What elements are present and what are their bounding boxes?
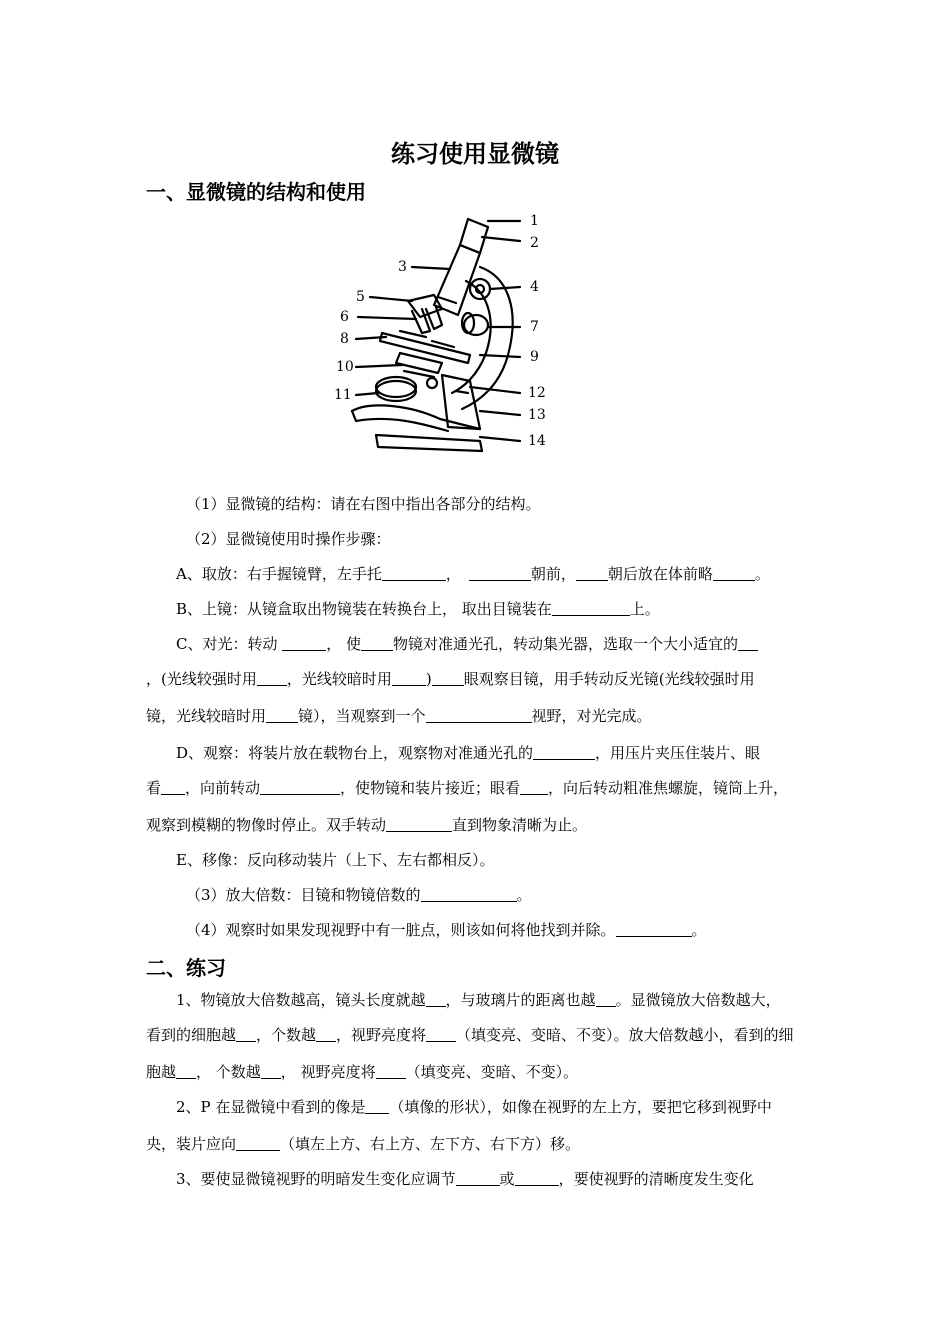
blank[interactable]: [266, 706, 298, 723]
microscope-label-6: 6: [340, 309, 349, 325]
microscope-label-14: 14: [528, 433, 546, 449]
microscope-label-9: 9: [530, 349, 539, 365]
microscope-label-5: 5: [356, 289, 365, 305]
microscope-label-1: 1: [530, 213, 539, 229]
blank[interactable]: [426, 990, 446, 1007]
exercise-2-cont: 央，装片应向 （填左上方、右上方、左下方、右下方）移。: [146, 1135, 581, 1153]
blank[interactable]: [426, 706, 532, 723]
blank[interactable]: [382, 564, 446, 581]
step-b: B、上镜：从镜盒取出物镜装在转换台上， 取出目镜装在 上。: [176, 600, 660, 618]
blank[interactable]: [392, 669, 426, 686]
blank[interactable]: [421, 885, 517, 902]
blank[interactable]: [552, 599, 630, 616]
section-heading-structure: 一、显微镜的结构和使用: [146, 180, 366, 204]
blank[interactable]: [713, 564, 755, 581]
blank[interactable]: [469, 564, 531, 581]
blank[interactable]: [161, 778, 185, 795]
exercise-1-cont-2: 胞越 ， 个数越 ， 视野亮度将 （填变亮、变暗、不变）。: [146, 1063, 579, 1081]
structure-instruction: （1）显微镜的结构：请在右图中指出各部分的结构。: [186, 495, 541, 513]
blank[interactable]: [361, 634, 393, 651]
step-e: E、移像：反向移动装片（上下、左右都相反）。: [176, 851, 495, 869]
section-heading-practice: 二、练习: [146, 956, 226, 980]
microscope-label-7: 7: [530, 319, 539, 335]
microscope-label-12: 12: [528, 385, 546, 401]
magnification: （3）放大倍数：目镜和物镜倍数的 。: [186, 886, 532, 904]
microscope-drawing: [330, 205, 560, 460]
exercise-3: 3、要使显微镜视野的明暗发生变化应调节 或 ，要使视野的清晰度发生变化: [176, 1170, 754, 1188]
microscope-label-2: 2: [530, 235, 539, 251]
microscope-label-4: 4: [530, 279, 539, 295]
step-d-cont-2: 观察到模糊的物像时停止。双手转动 直到物象清晰为止。: [146, 816, 588, 834]
blank[interactable]: [596, 990, 616, 1007]
microscope-label-13: 13: [528, 407, 546, 423]
blank[interactable]: [386, 815, 452, 832]
blank[interactable]: [520, 778, 548, 795]
blank[interactable]: [365, 1097, 389, 1114]
dirt-spot-question: （4）观察时如果发现视野中有一脏点，则该如何将他找到并除。 。: [186, 921, 707, 939]
exercise-1-cont-1: 看到的细胞越 ，个数越 ，视野亮度将 （填变亮、变暗、不变）。放大倍数越小，看到的细: [146, 1026, 794, 1044]
blank[interactable]: [236, 1134, 280, 1151]
microscope-label-3: 3: [398, 259, 407, 275]
step-c-cont-1: ，(光线较强时用 ，光线较暗时用 ) 眼观察目镜，用手转动反光镜(光线较强时用: [146, 670, 755, 688]
page-title: 练习使用显微镜: [391, 140, 559, 168]
blank[interactable]: [376, 1062, 406, 1079]
step-c-cont-2: 镜，光线较暗时用 镜），当观察到一个 视野，对光完成。: [146, 707, 652, 725]
blank[interactable]: [261, 1062, 281, 1079]
exercise-2: 2、P 在显微镜中看到的像是 （填像的形状），如像在视野的左上方，要把它移到视野中: [176, 1098, 772, 1116]
blank[interactable]: [576, 564, 608, 581]
blank[interactable]: [616, 920, 692, 937]
microscope-label-10: 10: [336, 359, 354, 375]
blank[interactable]: [316, 1025, 336, 1042]
blank[interactable]: [236, 1025, 256, 1042]
step-c: C、对光：转动 ， 使 物镜对准通光孔，转动集光器，选取一个大小适宜的: [176, 633, 758, 655]
blank[interactable]: [282, 634, 326, 651]
step-d-cont-1: 看 ，向前转动 ，使物镜和装片接近；眼看 ，向后转动粗准焦螺旋，镜筒上升，: [146, 779, 789, 797]
exercise-1: 1、物镜放大倍数越高，镜头长度就越 ，与玻璃片的距离也越 。显微镜放大倍数越大，: [176, 991, 781, 1009]
blank[interactable]: [432, 669, 464, 686]
blank[interactable]: [426, 1025, 456, 1042]
microscope-label-8: 8: [340, 331, 349, 347]
steps-heading: （2）显微镜使用时操作步骤：: [186, 530, 391, 548]
step-d: D、观察：将装片放在载物台上，观察物对准通光孔的 ，用压片夹压住装片、眼: [176, 744, 761, 762]
blank[interactable]: [176, 1062, 196, 1079]
microscope-label-11: 11: [334, 387, 352, 403]
blank[interactable]: [515, 1169, 559, 1186]
blank[interactable]: [257, 669, 287, 686]
microscope-figure: [330, 205, 560, 460]
step-a: A、取放：右手握镜臂，左手托 ， 朝前， 朝后放在体前略 。: [176, 565, 770, 583]
blank[interactable]: [533, 743, 595, 760]
blank[interactable]: [260, 778, 340, 795]
blank[interactable]: [456, 1169, 500, 1186]
blank[interactable]: [738, 634, 758, 651]
